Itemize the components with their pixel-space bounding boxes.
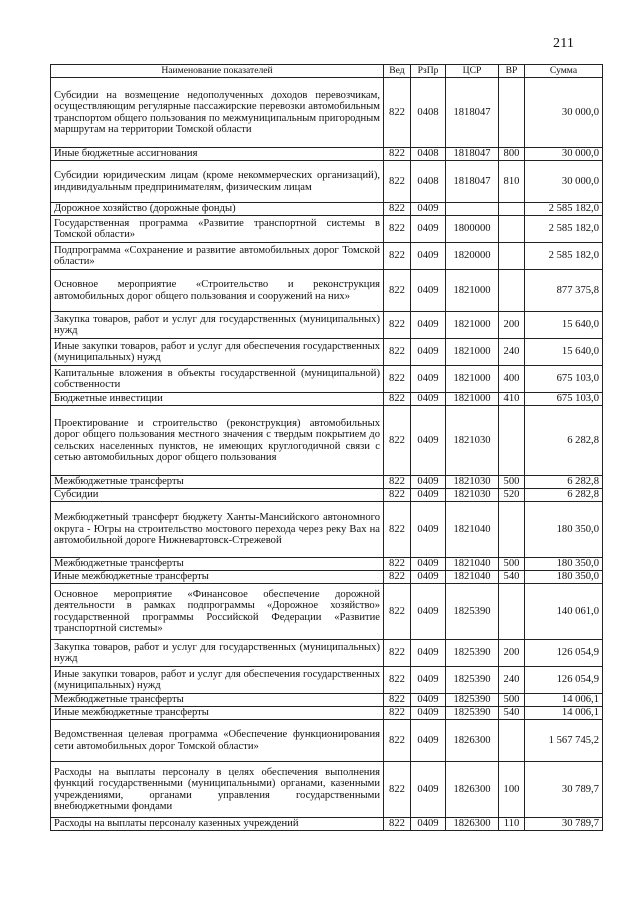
- row-rzpr: 0409: [411, 393, 446, 406]
- row-vr: 240: [499, 667, 525, 694]
- row-vr: [499, 78, 525, 148]
- row-name: Субсидии на возмещение недополученных доходов перевозчикам, осуществляющим регулярные пассажирские перевозки автомобильным транспортом общего пользования по межмуниципальным пригородным маршрутам на территории Томской области: [51, 78, 384, 148]
- row-rzpr: 0409: [411, 216, 446, 243]
- row-csr: 1821000: [446, 366, 499, 393]
- row-csr: 1821040: [446, 558, 499, 571]
- row-sum: 30 000,0: [525, 148, 603, 161]
- row-ved: 822: [384, 667, 411, 694]
- row-rzpr: 0409: [411, 818, 446, 831]
- row-ved: 822: [384, 489, 411, 502]
- row-rzpr: 0409: [411, 406, 446, 476]
- row-vr: 520: [499, 489, 525, 502]
- row-name: Субсидии юридическим лицам (кроме некоммерческих организаций), индивидуальным предпринимателям, физическим лицам: [51, 161, 384, 203]
- row-rzpr: 0409: [411, 270, 446, 312]
- row-rzpr: 0409: [411, 571, 446, 584]
- row-ved: 822: [384, 720, 411, 762]
- row-name: Иные закупки товаров, работ и услуг для обеспечения государственных (муниципальных) нужд: [51, 339, 384, 366]
- row-sum: 675 103,0: [525, 366, 603, 393]
- table-row: [51, 818, 603, 831]
- row-csr: 1800000: [446, 216, 499, 243]
- row-vr: [499, 720, 525, 762]
- row-name: Проектирование и строительство (реконструкция) автомобильных дорог общего пользования местного значения с твердым покрытием до сельских населенных пунктов, не имеющих круглогодичной связи с сетью автомобильных дорог общего пользования: [51, 406, 384, 476]
- row-rzpr: 0409: [411, 720, 446, 762]
- row-rzpr: 0409: [411, 489, 446, 502]
- row-ved: 822: [384, 406, 411, 476]
- row-name: Основное мероприятие «Финансовое обеспечение дорожной деятельности в рамках подпрограммы «Дорожное хозяйство» государственной программы Российской Федерации «Развитие транспортной системы»: [51, 584, 384, 640]
- row-ved: 822: [384, 502, 411, 558]
- row-name: Дорожное хозяйство (дорожные фонды): [51, 203, 384, 216]
- table-row: [51, 707, 603, 720]
- table-row: [51, 640, 603, 667]
- table-row: [51, 720, 603, 762]
- row-ved: 822: [384, 707, 411, 720]
- budget-table: [50, 64, 603, 831]
- row-ved: 822: [384, 203, 411, 216]
- row-csr: 1825390: [446, 694, 499, 707]
- table-row: [51, 270, 603, 312]
- row-rzpr: 0409: [411, 558, 446, 571]
- row-rzpr: 0409: [411, 243, 446, 270]
- row-name: Бюджетные инвестиции: [51, 393, 384, 406]
- row-vr: [499, 243, 525, 270]
- table-row: [51, 476, 603, 489]
- row-sum: 2 585 182,0: [525, 243, 603, 270]
- row-csr: 1825390: [446, 584, 499, 640]
- row-ved: 822: [384, 640, 411, 667]
- row-rzpr: 0409: [411, 707, 446, 720]
- header-vr: ВР: [499, 65, 525, 78]
- row-name: Межбюджетные трансферты: [51, 694, 384, 707]
- row-vr: 200: [499, 640, 525, 667]
- row-name: Основное мероприятие «Строительство и реконструкция автомобильных дорог общего пользования и сооружений на них»: [51, 270, 384, 312]
- row-sum: 126 054,9: [525, 667, 603, 694]
- row-csr: 1821030: [446, 489, 499, 502]
- row-vr: 500: [499, 476, 525, 489]
- row-vr: [499, 584, 525, 640]
- table-row: [51, 667, 603, 694]
- row-sum: 877 375,8: [525, 270, 603, 312]
- row-vr: 810: [499, 161, 525, 203]
- row-name: Межбюджетные трансферты: [51, 558, 384, 571]
- row-ved: 822: [384, 78, 411, 148]
- row-ved: 822: [384, 584, 411, 640]
- table-row: [51, 148, 603, 161]
- table-row: [51, 558, 603, 571]
- row-name: Межбюджетные трансферты: [51, 476, 384, 489]
- row-name: Иные закупки товаров, работ и услуг для обеспечения государственных (муниципальных) нужд: [51, 667, 384, 694]
- row-rzpr: 0409: [411, 584, 446, 640]
- row-sum: 6 282,8: [525, 406, 603, 476]
- row-sum: 30 000,0: [525, 78, 603, 148]
- row-sum: 675 103,0: [525, 393, 603, 406]
- table-header-row: [51, 65, 603, 78]
- row-ved: 822: [384, 243, 411, 270]
- row-csr: 1821000: [446, 270, 499, 312]
- row-ved: 822: [384, 571, 411, 584]
- row-vr: [499, 406, 525, 476]
- header-ved: Вед: [384, 65, 411, 78]
- row-csr: 1820000: [446, 243, 499, 270]
- row-sum: 180 350,0: [525, 502, 603, 558]
- row-csr: 1818047: [446, 148, 499, 161]
- row-ved: 822: [384, 339, 411, 366]
- row-vr: 400: [499, 366, 525, 393]
- table-row: [51, 571, 603, 584]
- row-rzpr: 0409: [411, 339, 446, 366]
- table-row: [51, 78, 603, 148]
- row-vr: [499, 270, 525, 312]
- row-vr: 410: [499, 393, 525, 406]
- row-sum: 30 789,7: [525, 762, 603, 818]
- row-vr: 500: [499, 694, 525, 707]
- table-row: [51, 366, 603, 393]
- row-sum: 6 282,8: [525, 489, 603, 502]
- table-row: [51, 502, 603, 558]
- row-sum: 14 006,1: [525, 694, 603, 707]
- row-ved: 822: [384, 216, 411, 243]
- row-vr: 110: [499, 818, 525, 831]
- header-name: Наименование показателей: [51, 65, 384, 78]
- row-vr: 540: [499, 571, 525, 584]
- row-name: Ведомственная целевая программа «Обеспечение функционирования сети автомобильных дорог Томской области»: [51, 720, 384, 762]
- header-sum: Сумма: [525, 65, 603, 78]
- row-rzpr: 0409: [411, 667, 446, 694]
- row-csr: 1821000: [446, 312, 499, 339]
- row-vr: 240: [499, 339, 525, 366]
- row-vr: 100: [499, 762, 525, 818]
- row-name: Расходы на выплаты персоналу казенных учреждений: [51, 818, 384, 831]
- row-csr: 1825390: [446, 667, 499, 694]
- row-sum: 30 789,7: [525, 818, 603, 831]
- row-name: Иные межбюджетные трансферты: [51, 707, 384, 720]
- row-rzpr: 0409: [411, 502, 446, 558]
- row-csr: 1821030: [446, 476, 499, 489]
- row-name: Межбюджетный трансферт бюджету Ханты-Мансийского автономного округа - Югры на строительство мостового перехода через реку Вах на автомобильной дороге Нижневартовск-Стрежевой: [51, 502, 384, 558]
- row-ved: 822: [384, 366, 411, 393]
- row-ved: 822: [384, 694, 411, 707]
- row-sum: 2 585 182,0: [525, 216, 603, 243]
- row-rzpr: 0409: [411, 366, 446, 393]
- row-ved: 822: [384, 393, 411, 406]
- row-vr: 540: [499, 707, 525, 720]
- row-name: Государственная программа «Развитие транспортной системы в Томской области»: [51, 216, 384, 243]
- row-csr: 1821040: [446, 571, 499, 584]
- row-csr: 1821040: [446, 502, 499, 558]
- row-name: Иные межбюджетные трансферты: [51, 571, 384, 584]
- table-row: [51, 406, 603, 476]
- row-csr: [446, 203, 499, 216]
- row-rzpr: 0409: [411, 476, 446, 489]
- row-rzpr: 0409: [411, 640, 446, 667]
- table-row: [51, 694, 603, 707]
- row-csr: 1818047: [446, 78, 499, 148]
- row-vr: 500: [499, 558, 525, 571]
- row-ved: 822: [384, 476, 411, 489]
- table-row: [51, 161, 603, 203]
- row-ved: 822: [384, 270, 411, 312]
- page-number: 211: [553, 36, 575, 51]
- row-sum: 2 585 182,0: [525, 203, 603, 216]
- row-sum: 30 000,0: [525, 161, 603, 203]
- row-name: Иные бюджетные ассигнования: [51, 148, 384, 161]
- row-rzpr: 0409: [411, 312, 446, 339]
- table-row: [51, 584, 603, 640]
- row-vr: 800: [499, 148, 525, 161]
- table-row: [51, 243, 603, 270]
- table-row: [51, 393, 603, 406]
- row-rzpr: 0409: [411, 203, 446, 216]
- row-ved: 822: [384, 558, 411, 571]
- table-row: [51, 762, 603, 818]
- row-sum: 1 567 745,2: [525, 720, 603, 762]
- header-rzpr: РзПр: [411, 65, 446, 78]
- row-sum: 6 282,8: [525, 476, 603, 489]
- row-csr: 1821030: [446, 406, 499, 476]
- row-csr: 1825390: [446, 707, 499, 720]
- row-rzpr: 0409: [411, 694, 446, 707]
- table-row: [51, 216, 603, 243]
- row-name: Субсидии: [51, 489, 384, 502]
- table-row: [51, 339, 603, 366]
- row-csr: 1826300: [446, 720, 499, 762]
- row-sum: 15 640,0: [525, 312, 603, 339]
- table-row: [51, 489, 603, 502]
- row-rzpr: 0409: [411, 762, 446, 818]
- row-sum: 180 350,0: [525, 571, 603, 584]
- row-ved: 822: [384, 161, 411, 203]
- row-name: Подпрограмма «Сохранение и развитие автомобильных дорог Томской области»: [51, 243, 384, 270]
- row-rzpr: 0408: [411, 161, 446, 203]
- row-csr: 1826300: [446, 818, 499, 831]
- row-name: Закупка товаров, работ и услуг для государственных (муниципальных) нужд: [51, 312, 384, 339]
- row-name: Закупка товаров, работ и услуг для государственных (муниципальных) нужд: [51, 640, 384, 667]
- row-ved: 822: [384, 818, 411, 831]
- row-sum: 14 006,1: [525, 707, 603, 720]
- row-vr: [499, 502, 525, 558]
- row-sum: 140 061,0: [525, 584, 603, 640]
- header-csr: ЦСР: [446, 65, 499, 78]
- row-ved: 822: [384, 312, 411, 339]
- row-sum: 126 054,9: [525, 640, 603, 667]
- row-rzpr: 0408: [411, 148, 446, 161]
- row-vr: [499, 216, 525, 243]
- row-ved: 822: [384, 148, 411, 161]
- row-rzpr: 0408: [411, 78, 446, 148]
- row-vr: [499, 203, 525, 216]
- row-name: Расходы на выплаты персоналу в целях обеспечения выполнения функций государственными (муниципальными) органами, казенными учреждениями, органами управления государственными внебюджетными фондами: [51, 762, 384, 818]
- row-name: Капитальные вложения в объекты государственной (муниципальной) собственности: [51, 366, 384, 393]
- row-csr: 1818047: [446, 161, 499, 203]
- row-vr: 200: [499, 312, 525, 339]
- row-csr: 1821000: [446, 339, 499, 366]
- row-ved: 822: [384, 762, 411, 818]
- row-csr: 1825390: [446, 640, 499, 667]
- row-sum: 15 640,0: [525, 339, 603, 366]
- table-row: [51, 203, 603, 216]
- row-csr: 1826300: [446, 762, 499, 818]
- row-csr: 1821000: [446, 393, 499, 406]
- row-sum: 180 350,0: [525, 558, 603, 571]
- table-row: [51, 312, 603, 339]
